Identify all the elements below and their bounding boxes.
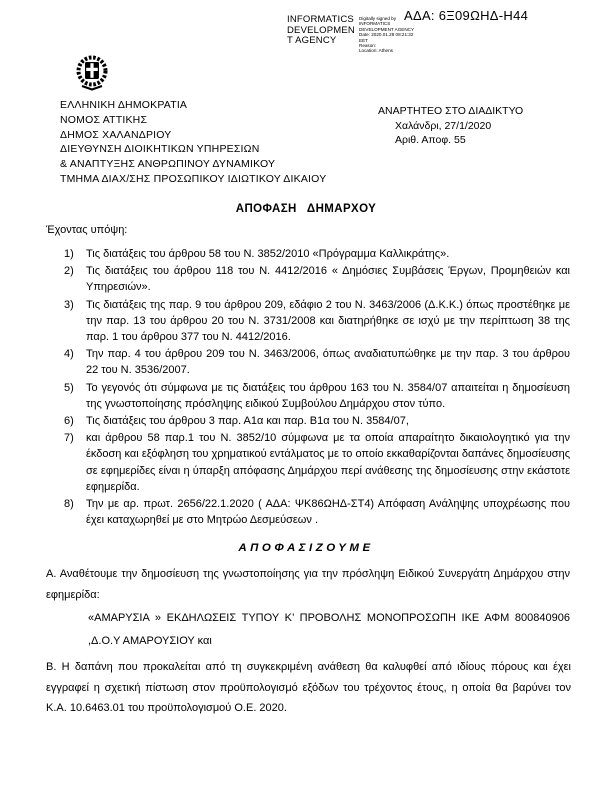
list-item (64, 430, 570, 495)
signature-detail-line: Reason: (359, 43, 377, 49)
publish-notice: ΑΝΑΡΤΗΤΕΟ ΣΤΟ ΔΙΑΔΙΚΤΥΟ (378, 105, 524, 117)
digital-signature-stamp (287, 15, 414, 54)
list-item-text: Τις διατάξεις του άρθρου 118 του Ν. 4412/2016 « Δημόσιες Συμβάσεις Έργων, Προμηθειών και Υπηρεσιών». (86, 265, 570, 294)
ada-code: ΑΔΑ: 6Ξ09ΩΗΔ-Η44 (404, 8, 529, 23)
authority-line-municipality: ΔΗΜΟΣ ΧΑΛΑΝΔΡΙΟΥ (60, 128, 172, 141)
preamble-text: Έχοντας υπόψη: (46, 224, 128, 236)
considerations-list (64, 246, 570, 529)
signature-agency-line: T AGENCY (287, 35, 337, 46)
list-item-number: 1) (64, 248, 74, 260)
signature-detail-line: INFORMATICS (359, 21, 391, 27)
list-item-number: 2) (64, 265, 74, 278)
decision-number: Αριθ. Αποφ. 55 (395, 134, 466, 147)
decision-heading: ΑΠΟΦΑΣΙΖΟΥΜΕ (238, 542, 374, 554)
list-item-number: 4) (64, 348, 74, 361)
signature-detail-line: DEVELOPMENT AGENCY (359, 26, 415, 32)
signature-agency-line: INFORMATICS (287, 14, 354, 25)
signature-detail-line: Date: 2020.01.28 08:21:32 (359, 32, 414, 38)
signature-detail-line: Digitally signed by (359, 16, 397, 21)
authority-line-republic: ΕΛΛΗΝΙΚΗ ΔΗΜΟΚΡΑΤΙΑ (60, 99, 188, 111)
paragraph-b: Β. Η δαπάνη που προκαλείται από τη συγκεκριμένη ανάθεση θα καλυφθεί από ιδίους πόρους και έχει εγγραφεί η σχετική πίστωση στον προϋπολογισμό εξόδων του τρέχοντος έτους, η οποία θα βαρύνει τον Κ.Α. 10.6463.01 του προϋπολογισμού Ο.Ε. 2020. (46, 661, 571, 714)
signature-details (359, 15, 414, 54)
list-item-number: 5) (64, 381, 74, 394)
list-item-text: Τις διατάξεις της παρ. 9 του άρθρου 209, εδάφιο 2 του Ν. 3463/2006 (Δ.Κ.Κ.) όπως προστέθηκε με την παρ. 13 του άρθρου 20 του Ν. 3731/2008 και διατηρήθηκε σε ισχύ με την περίπτωση 38 της παρ. 1 του άρθρου 377 του Ν. 4412/2016. (86, 298, 570, 344)
list-item-text: και άρθρου 58 παρ.1 του Ν. 3852/10 σύμφωνα με τα οποία απαραίτητο δικαιολογητικό για την έκδοση και εξόφληση του χρηματικού εντάλματος με το οποίο εκκαθαρίζονται δαπάνες δημοσίευσης σε εφημερίδες είναι η ύπαρξη απόφασης Δημάρχου περί ανάθεσης της δημοσίευσης στην εκάστοτε εφημερίδα. (86, 432, 570, 493)
list-item (64, 263, 570, 295)
list-item-number: 3) (64, 298, 74, 311)
awardee-paragraph: «ΑΜΑΡΥΣΙΑ » ΕΚΔΗΛΩΣΕΙΣ ΤΥΠΟΥ Κ’ ΠΡΟΒΟΛΗΣ ΜΟΝΟΠΡΟΣΩΠΗ ΙΚΕ ΑΦΜ 800840906 ,Δ.Ο.Υ ΑΜΑΡΟΥΣΙΟΥ και (88, 612, 570, 647)
list-item-number: 8) (64, 498, 74, 511)
signature-detail-line: Location: Athens (359, 48, 393, 54)
list-item (64, 496, 570, 528)
signature-agency-line: DEVELOPMEN (287, 24, 355, 36)
list-item-text: Την παρ. 4 του άρθρου 209 του Ν. 3463/2006, όπως αναδιατυπώθηκε με την παρ. 3 του άρθρου 22 του Ν. 3536/2007. (86, 348, 570, 377)
decision-title: ΑΠΟΦΑΣΗ ΔΗΜΑΡΧΟΥ (235, 203, 377, 215)
list-item-text: Το γεγονός ότι σύμφωνα με τις διατάξεις του άρθρου 163 του Ν. 3584/07 απαιτείται η δημοσίευση της γνωστοποίησης πρόσληψης ειδικού Συμβούλου Δημάρχου στον τύπο. (86, 381, 570, 410)
list-item-number: 6) (64, 415, 74, 428)
list-item (64, 346, 570, 378)
list-item (64, 297, 570, 346)
list-item (64, 380, 570, 412)
list-item-text: Τις διατάξεις του άρθρου 58 του Ν. 3852/2010 «Πρόγραμμα Καλλικράτης». (86, 248, 450, 260)
signature-agency-name (287, 15, 355, 54)
list-item-text: Τις διατάξεις του άρθρου 3 παρ. Α1α και παρ. Β1α του Ν. 3584/07, (86, 415, 409, 428)
greek-coat-of-arms-icon (75, 54, 109, 94)
list-item (64, 246, 570, 262)
authority-line-directorate2: & ΑΝΑΠΤΥΞΗΣ ΑΝΘΡΩΠΙΝΟΥ ΔΥΝΑΜΙΚΟΥ (60, 158, 276, 171)
authority-line-prefecture: ΝΟΜΟΣ ΑΤΤΙΚΗΣ (60, 113, 148, 126)
authority-line-department: ΤΜΗΜΑ ΔΙΑΧ/ΣΗΣ ΠΡΟΣΩΠΙΚΟΥ ΙΔΙΩΤΙΚΟΥ ΔΙΚΑΙΟΥ (60, 172, 327, 185)
list-item-number: 7) (64, 432, 74, 445)
list-item-text: Την με αρ. πρωτ. 2656/22.1.2020 ( ΑΔΑ: ΨΚ86ΩΗΔ-ΣΤ4) Απόφαση Ανάληψης υποχρέωσης που έχει καταχωρηθεί με στο Μητρώο Δεσμεύσεων . (86, 498, 570, 527)
list-item (64, 413, 570, 429)
place-date: Χαλάνδρι, 27/1/2020 (395, 119, 492, 132)
authority-line-directorate: ΔΙΕΥΘΥΝΣΗ ΔΙΟΙΚΗΤΙΚΩΝ ΥΠΗΡΕΣΙΩΝ (60, 143, 260, 156)
issuing-authority-block (60, 98, 326, 187)
publication-block (378, 104, 523, 148)
paragraph-a: Α. Αναθέτουμε την δημοσίευση της γνωστοποίησης για την πρόσληψη Ειδικού Συνεργάτη Δημάρχου στην εφημερίδα: (46, 568, 570, 601)
signature-detail-line: EET (359, 37, 368, 43)
